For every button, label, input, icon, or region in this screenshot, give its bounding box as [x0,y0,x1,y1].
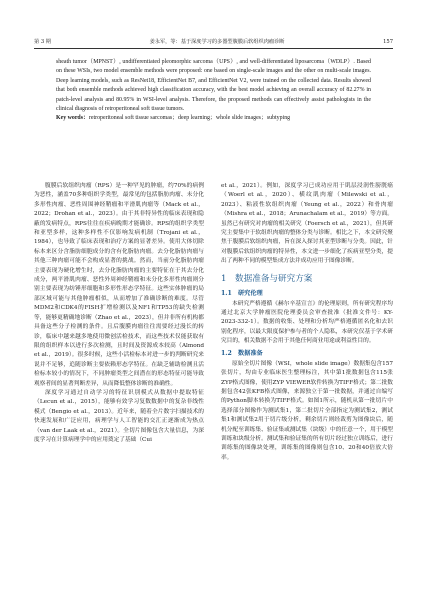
section-heading: 1 数据准备与研究方案 [221,273,313,284]
subsection-heading: 1.2 数据准备 [221,349,263,357]
right-column [221,182,393,463]
abstract-body: sheath tumor（MPNST）, undifferentiated pleomorphic sarcoma（UPS）, and well-differentiated liposarcoma（WDLP）. Based on these WSIs, two model ensemble methods were proposed: one based on single-scale images and the other on multi-scale images. Deep learning models, such as ResNet18, EfficientNet B7, and EfficientNet V2, were trained on the collected data. Results showed that both ensemble methods achieved high classification accuracy, with the best model achieving an overall accuracy of 82.27% in patch-level analysis and 80.95% in WSI-level analysis. Therefore, the proposed methods can effectively assist pathologists in the clinical diagnosis of retroperitoneal soft tissue tumors. [56,59,371,113]
left-column [34,182,204,445]
subsection-heading: 1.1 研究伦理 [221,289,263,297]
keywords-label: Key words： [56,115,89,122]
running-header [34,36,393,49]
keywords-text: retroperitoneal soft tissue sarcomas；deep learning；whole slide images；subtyping [88,115,291,122]
page-number: 157 [383,39,393,45]
body-paragraph: 腹膜后软组织肉瘤（RPS）是一种罕见的肿瘤，约70%的病例为恶性，涵盖70多种组织学类型，最常见的包括脂肪肉瘤、未分化多形性肉瘤、恶性周围神经鞘瘤和平滑肌肉瘤等（Mack et al.，2022；Drohan et al.，2023）。由于其非特异性的临床表现和隐蔽的发病特点，RPS往往在疾病晚期才能确诊。RPS的组织学类型和亚型多样，这种多样性不仅影响发病机制（Trojani et al.，1984），也导致了临床表现和治疗方案的显著差异。使用大体切除标本来区分含脂肪细胞成分的含有化脂肪肉瘤。去分化脂肪肉瘤与其他三种肉瘤可能不会构成显著的挑战。然而，当前分化脂肪肉瘤主要表现为硬化增生时，去分化脂肪肉瘤的主要特征在于其去分化成分，两平滑肌肉瘤、恶性外周神经鞘瘤和未分化多形性肉瘤则分别主要表现为纺锤形细胞和多形性形态学特征。这些实体肿瘤的局部区域可能与其他肿瘤相似，从而增加了准确诊断的难度。尽管MDM2和CDK4的FISH扩增检测以及NF1和TP53的缺失检测等，能够更精确地诊断（Zhao et al.，2023），但并非所有机构都具备这些分子检测的条件。且后腹膜肉瘤往往需要经过漫长的转诊，临床中越来越多地使用微创活检技术，而这些技术仅能获取有限的组织样本以进行多次检测，且时间及资源成本较高（Almond et al.，2019）。很多时候，这些小活检标本对进一步的判断研究来说并不足够，追随诊断主要依赖形态学特征。在缺乏辅助检测且活检标本较小的情况下，不同肿瘤类型之间潜在的形态特征可能导致观察者间的显著判断差异，从而降低整体诊断的准确性。 [34,183,204,387]
running-title: 姜永军，等：基于深度学习的多器型腹膜后软组织肉瘤诊断 [149,39,285,45]
keywords-line [56,114,371,123]
body-paragraph: 本研究严格遵循《赫尔辛基宣言》的伦理原则，所有研究程序均通过北京大学肿瘤医院伦理委员会审查批准（批准文件号：KY-2023-332-1）。数据的收集、处理和分析均严格遵循匿名化和去识别化程序，以最大限度保护参与者的个人隐私，本研究仅基于学术研究目的，相关数据不会用于其他任何商业用途或利益性目的。 [221,300,393,345]
body-paragraph: 原始全切片图像（WSI，whole slide image）数据集包含157张切片，均由专业临床医生整理标注，其中第1批数据包含115张ZYP格式图像，使用ZYP VIEWER软件转换为TIFF格式；第二批数据包含42张KFB格式图像，来源独立于第一批数据，并通过自编写的Python脚本转换为TIFF格式。如图1所示，随机从第一批切片中选择部分图像作为测试集1，第二批切片全部指定为测试集2，测试集1和测试集2用于切片级分析，剩余切片则经裁剪为图像块后，随机分配至训练集、验证集或测试集（块级）中的任意一个，用于模型训练和块级分析。测试集和验证集的所有切片经过独立训练后，进行训练集的图像块处理，训练集的图像则包含10、20和40倍放大倍率。 [221,360,393,461]
body-paragraph: 深度学习通过自动学习的特征识别模式从数据中提取特征（Lecun et al.，2015），能够有效学习复数数据中的复杂非线性模式（Bengio et al.，2013）。近年来，随着全片数字扫描技术的快速发展和广泛应用，病理学与人工智能的交汇正逐渐成为热点（van der Laak et al.，2021）。全切片图像包含大量信息，为深度学习在计算病理学中的应用奠定了基础（Cui [34,389,204,443]
issue-number: 第 3 期 [34,39,51,45]
english-abstract [56,58,371,124]
body-paragraph: et al.，2021）。例如，深度学习已成功应用于肌层浸润性膀胱癌（Woerl et al.，2020）、横纹肌肉瘤（Milewski et al.，2023）、粘液性软组织肉瘤（Yeung et al.，2022）和骨肉瘤（Mishra et al.，2018；Arunachalam et al.，2019）等方面。虽然已有研究对肉瘤的相关研究（Foersch et al.，2021），但其研究主要集中于软组织肉瘤的整体分类与诊断。相比之下，本文研究聚焦于腹膜后软组织肉瘤，旨在深入探讨其亚型诊断与分类。因此，针对腹膜后软组织肉瘤的特异性，本文进一步细化了疾病亚型分类，提出了两种不同的模型集成方法并成功应用于图像诊断。 [221,183,393,265]
